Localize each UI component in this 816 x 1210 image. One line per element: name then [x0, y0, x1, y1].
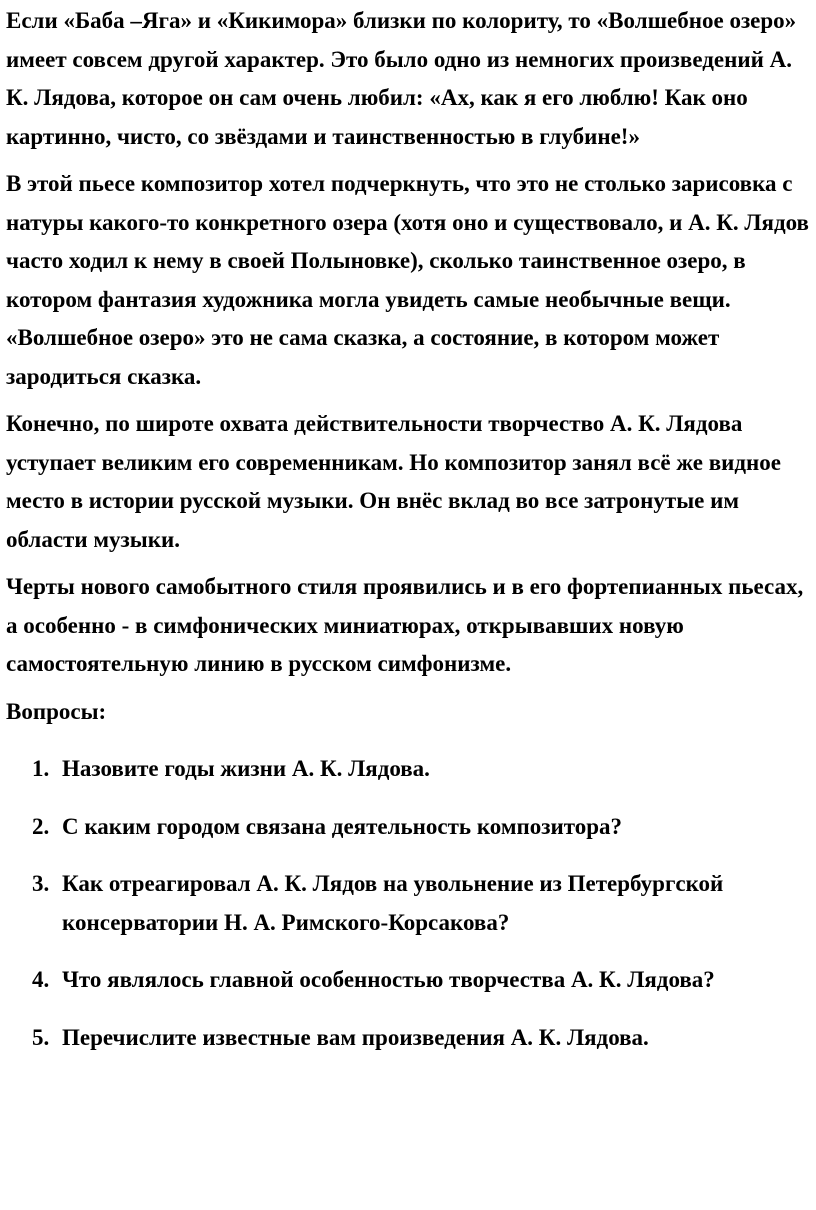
paragraph-lyadov-legacy: Конечно, по широте охвата действительности творчество А. К. Лядова уступает великим его современникам. Но композитор занял всё же видное место в истории русской музыки. Он внёс вклад во все затронутые им области музыки. — [6, 411, 781, 552]
questions-list — [6, 750, 810, 1057]
question-text: Как отреагировал А. К. Лядов на увольнение из Петербургской консерватории Н. А. Римского-Корсакова? — [62, 871, 724, 935]
paragraph-magic-lake-description: В этой пьесе композитор хотел подчеркнуть, что это не столько зарисовка с натуры какого-то конкретного озера (хотя оно и существовало, и А. К. Лядов часто ходил к нему в своей Полыновке), сколько таинственное озеро, в котором фантазия художника могла увидеть самые необычные вещи. «Волшебное озеро» это не сама сказка, а состояние, в котором может зародиться сказка. — [6, 171, 809, 389]
question-number: 1. — [32, 756, 50, 781]
question-text: Назовите годы жизни А. К. Лядова. — [62, 756, 430, 781]
question-item — [6, 808, 810, 847]
question-item — [6, 750, 810, 789]
question-text: Что являлось главной особенностью творчества А. К. Лядова? — [62, 967, 715, 992]
question-number: 5. — [32, 1024, 50, 1050]
question-item — [6, 961, 810, 1000]
question-number: 2. — [32, 813, 50, 839]
paragraph-magic-lake-intro: Если «Баба –Яга» и «Кикимора» близки по колориту, то «Волшебное озеро» имеет совсем другой характер. Это было одно из немногих произведений А. К. Лядова, которое он сам очень любил: «Ах, как я его люблю! Как оно картинно, чисто, со звёздами и таинственностью в глубине!» — [6, 8, 797, 149]
questions-heading: Вопросы: — [6, 698, 107, 724]
paragraph-new-style: Черты нового самобытного стиля проявились и в его фортепианных пьесах, а особенно - в симфонических миниатюрах, открывавших новую самостоятельную линию в русском симфонизме. — [6, 574, 804, 676]
question-text: С каким городом связана деятельность композитора? — [62, 813, 623, 839]
question-number: 4. — [32, 967, 50, 992]
question-item — [6, 1019, 810, 1058]
question-number: 3. — [32, 871, 50, 896]
question-item — [6, 865, 810, 942]
document-page — [6, 2, 810, 1076]
question-text: Перечислите известные вам произведения А. К. Лядова. — [62, 1024, 649, 1050]
